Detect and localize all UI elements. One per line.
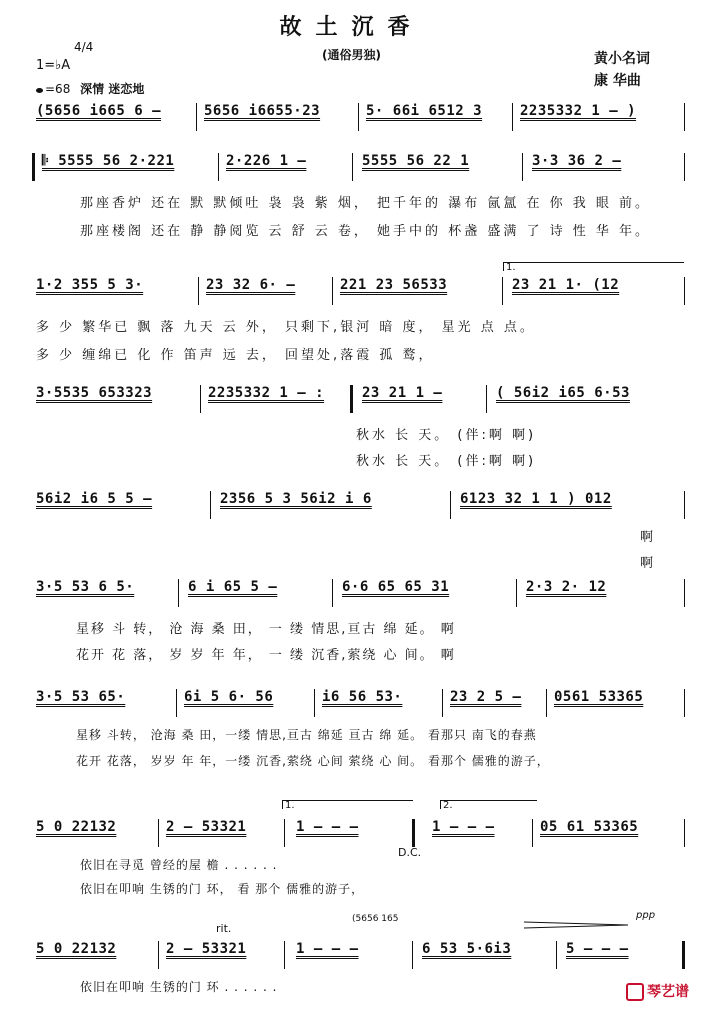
barline [158, 819, 159, 847]
measure: 3·5 53 65· [36, 689, 126, 705]
measure: 6 i 65 5 – [188, 579, 278, 595]
lyricist-credit: 黄小名词 [594, 51, 650, 67]
measure: ( 56i2 i65 6·53 [496, 385, 630, 401]
volta-2-label: 2. [443, 800, 453, 811]
lyric-line-6: 秋水 长 天。 (伴:啊 啊) [356, 454, 537, 469]
site-watermark [626, 981, 689, 1001]
volta-bracket-1 [503, 262, 684, 271]
measure: (5656 i665 6 – [36, 103, 162, 119]
measure: 2 – 53321 [166, 941, 247, 957]
measure: 23 2 5 – [450, 689, 522, 705]
barline [218, 153, 219, 181]
barline [352, 153, 353, 181]
lyric-line-14: 依旧在叩响 生锈的门 环， 看 那个 儒雅的游子， [80, 882, 365, 896]
staff-row-4 [32, 382, 688, 410]
key-signature: 1=♭A [36, 58, 71, 73]
measure: 0561 53365 [554, 689, 644, 705]
notation-line [32, 579, 688, 601]
lyric-line-5: 秋水 长 天。 (伴:啊 啊) [356, 428, 537, 443]
lyric-line-11: 星移 斗转， 沧海 桑 田，一缕 情思,亘古 绵延 亘古 绵 延。 看那只 南飞的春燕 [76, 728, 537, 742]
barline [284, 941, 285, 969]
barline [332, 277, 333, 305]
time-signature [74, 40, 94, 54]
barline [196, 103, 197, 131]
lyric-line-8: 啊 [640, 556, 657, 571]
notation-line [32, 491, 688, 513]
song-subtitle: (通俗男独) [322, 48, 381, 62]
song-title: 故土沉香 [279, 14, 424, 40]
lyric-line-13: 依旧在寻觅 曾经的屋 檐 . . . . . . [80, 858, 278, 872]
dc-marking: D.C. [398, 846, 422, 859]
notation-line [32, 277, 688, 299]
measure: 23 32 6· – [206, 277, 296, 293]
barline [546, 689, 547, 717]
lyric-line-10: 花开 花 落， 岁 岁 年 年， 一 缕 沉香,萦绕 心 间。 啊 [76, 648, 456, 663]
measure: 2 – 53321 [166, 819, 247, 835]
tempo-marking [36, 80, 144, 97]
repeat-start-barline [32, 153, 35, 181]
measure: 6·6 65 65 31 [342, 579, 450, 595]
measure: i6 56 53· [322, 689, 403, 705]
barline [178, 579, 179, 607]
staff-row-3 [32, 274, 688, 302]
notation-line [32, 153, 688, 175]
notation-line [32, 941, 688, 963]
measure: 3·5535 653323 [36, 385, 153, 401]
measure: 3·3 36 2 – [532, 153, 622, 169]
barline [684, 579, 685, 607]
barline [532, 819, 533, 847]
barline [358, 103, 359, 131]
barline [684, 277, 685, 305]
lyric-line-9: 星移 斗 转， 沧 海 桑 田， 一 缕 情思,亘古 绵 延。 啊 [76, 622, 456, 637]
barline [512, 103, 513, 131]
measure: 23 21 1 – [362, 385, 443, 401]
measure: 05 61 53365 [540, 819, 639, 835]
barline [200, 385, 201, 413]
measure: 1·2 355 5 3· [36, 277, 144, 293]
barline [176, 689, 177, 717]
double-barline [412, 819, 415, 847]
notation-line [32, 689, 688, 711]
barline [158, 941, 159, 969]
measure: 𝄆 5555 56 2·221 [42, 153, 175, 169]
small-notes: (5656 165 [352, 914, 399, 924]
lyric-line-12: 花开 花落， 岁岁 年 年，一缕 沉香,萦绕 心间 萦绕 心 间。 看那个 儒雅的游子， [76, 754, 550, 768]
measure: 2356 5 3 56i2 i 6 [220, 491, 372, 507]
lyric-line-1: 那座香炉 还在 默 默倾吐 袅 袅 紫 烟， 把千年的 瀑布 氤氲 在 你 我 眼 前。 [80, 196, 651, 211]
staff-row-6 [32, 576, 688, 604]
measure: 5· 66i 6512 3 [366, 103, 483, 119]
volta-1-label: 1. [506, 262, 516, 273]
repeat-end-barline [350, 385, 353, 413]
lyric-line-15: 依旧在叩响 生锈的门 环 . . . . . . [80, 980, 278, 994]
ppp-marking: ppp [636, 910, 656, 921]
tempo-value: =68 [45, 82, 71, 96]
measure: 1 – – – [296, 941, 359, 957]
notation-line [32, 103, 688, 125]
measure: 5555 56 22 1 [362, 153, 470, 169]
volta-1b-label: 1. [285, 800, 295, 811]
measure: 5 0 22132 [36, 819, 117, 835]
measure: 5656 i6655·23 [204, 103, 321, 119]
barline [684, 819, 685, 847]
notation-line [32, 819, 688, 841]
rit-marking: rit. [216, 922, 232, 935]
hairpin-icon [524, 921, 634, 929]
barline [516, 579, 517, 607]
composer-credit: 康 华曲 [594, 73, 641, 89]
measure: 6i 5 6· 56 [184, 689, 274, 705]
staff-row-5 [32, 488, 688, 516]
barline [314, 689, 315, 717]
barline [284, 819, 285, 847]
expression-text: 深情 迷恋地 [80, 82, 145, 96]
barline [332, 579, 333, 607]
measure: 5 – – – [566, 941, 629, 957]
staff-row-1 [32, 100, 688, 128]
barline [486, 385, 487, 413]
lyric-line-3: 多 少 繁华已 飘 落 九天 云 外， 只剩下,银河 暗 度， 星光 点 点。 [36, 320, 536, 335]
volta-bracket-1b [282, 800, 413, 809]
measure: 5 0 22132 [36, 941, 117, 957]
lyric-line-7: 啊 [640, 530, 657, 545]
barline [412, 941, 413, 969]
measure: 1 – – – [296, 819, 359, 835]
quarter-note-icon [36, 88, 43, 93]
barline [684, 689, 685, 717]
final-double-barline [682, 941, 685, 969]
measure: 221 23 56533 [340, 277, 448, 293]
staff-row-9 [32, 938, 688, 966]
measure: 56i2 i6 5 5 – [36, 491, 153, 507]
measure: 23 21 1· (12 [512, 277, 620, 293]
watermark-text: 琴艺谱 [647, 984, 689, 1000]
barline [684, 491, 685, 519]
notation-line [32, 385, 688, 407]
measure: 6 53 5·6i3 [422, 941, 512, 957]
lyric-line-2: 那座楼阁 还在 静 静阅览 云 舒 云 卷， 她手中的 杯盏 盛满 了 诗 性 华 年。 [80, 224, 651, 239]
measure: 6123 32 1 1 ) 012 [460, 491, 612, 507]
barline [684, 153, 685, 181]
time-signature-text: 4/4 [74, 40, 94, 54]
measure: 1 – – – [432, 819, 495, 835]
diminuendo-hairpin [524, 914, 634, 922]
measure: 2235332 1 – : [208, 385, 325, 401]
staff-row-8 [32, 816, 688, 844]
measure: 2235332 1 – ) [520, 103, 637, 119]
measure: 2·226 1 – [226, 153, 307, 169]
barline [198, 277, 199, 305]
staff-row-7 [32, 686, 688, 714]
barline [442, 689, 443, 717]
barline [450, 491, 451, 519]
final-barline [684, 103, 685, 131]
measure: 3·5 53 6 5· [36, 579, 135, 595]
lyric-line-4: 多 少 缠绵已 化 作 笛声 远 去， 回望处,落霞 孤 鹜， [36, 348, 435, 363]
barline [502, 277, 503, 305]
barline [556, 941, 557, 969]
music-note-logo-icon [626, 983, 644, 1001]
volta-bracket-2 [440, 800, 537, 809]
staff-row-2 [32, 150, 688, 178]
barline [210, 491, 211, 519]
measure: 2·3 2· 12 [526, 579, 607, 595]
barline [522, 153, 523, 181]
